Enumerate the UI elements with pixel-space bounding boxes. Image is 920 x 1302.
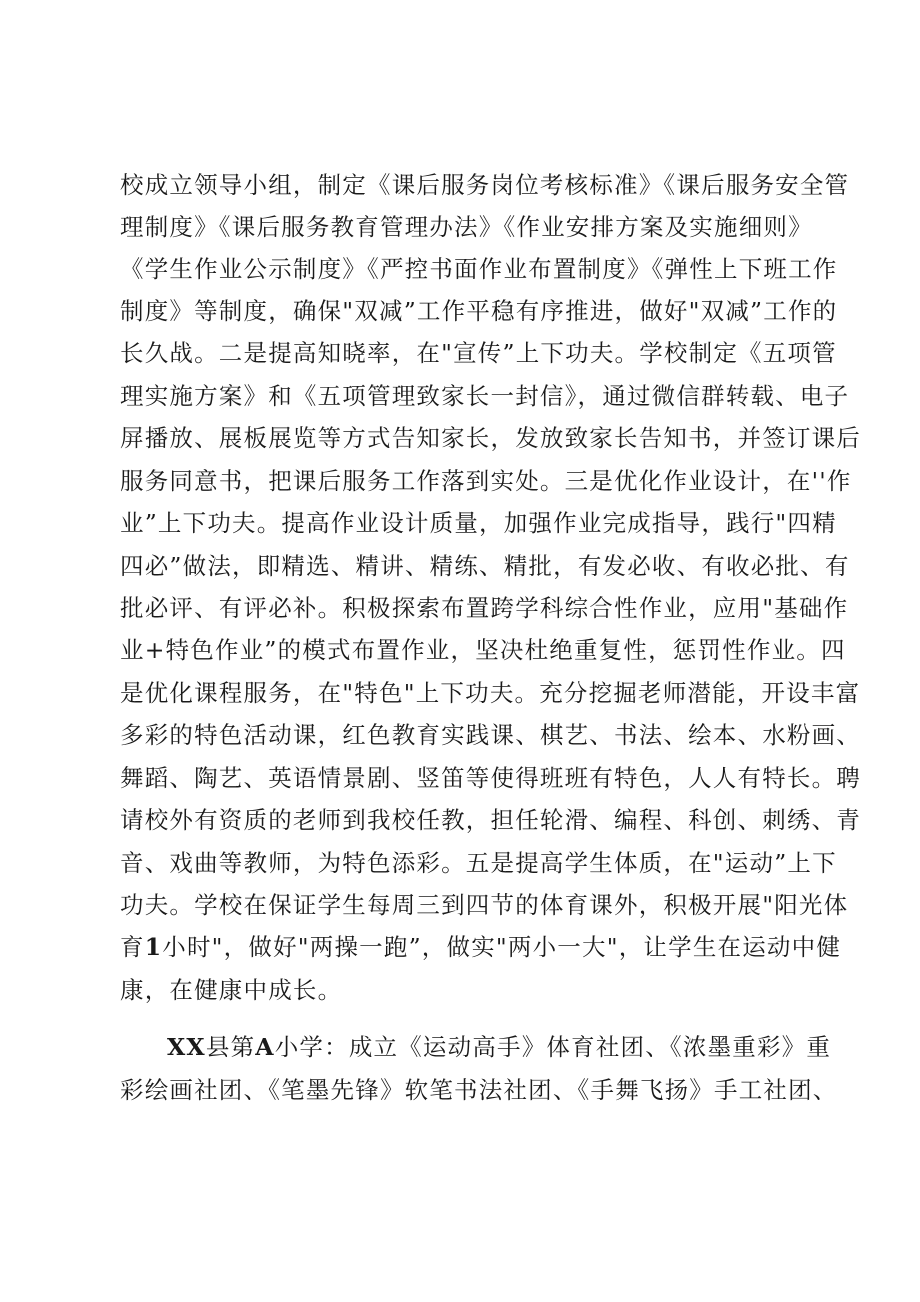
text-line xyxy=(120,932,842,962)
text-line: 请校外有资质的老师到我校任教，担任轮滑、编程、科创、刺绣、青 xyxy=(120,806,861,834)
text-segment: 县第 xyxy=(205,1033,256,1061)
text-line: 长久战。二是提高知晓率，在"宣传”上下功夫。学校制定《五项管 xyxy=(120,339,837,367)
text-line: 理制度》《课后服务教育管理办法》《作业安排方案及实施细则》 xyxy=(120,213,813,241)
text-line: 功夫。学校在保证学生每周三到四节的体育课外，积极开展"阳光体 xyxy=(120,891,849,919)
bold-school-prefix: XX xyxy=(167,1033,206,1061)
text-line: 屏播放、展板展览等方式告知家长，发放致家长告知书，并签订课后 xyxy=(120,424,861,452)
text-line: 业+特色作业”的模式布置作业，坚决杜绝重复性，惩罚性作业。四 xyxy=(120,636,846,664)
text-line: 批必评、有评必补。积极探索布置跨学科综合性作业，应用"基础作 xyxy=(120,594,849,622)
text-line: 多彩的特色活动课，红色教育实践课、棋艺、书法、绘本、水粉画、 xyxy=(120,721,861,749)
text-line: 服务同意书，把课后服务工作落到实处。三是优化作业设计，在''作 xyxy=(120,467,852,495)
text-line: 彩绘画社团、《笔墨先锋》软笔书法社团、《手舞飞扬》手工社团、 xyxy=(120,1076,838,1104)
text-segment: 小时"，做好"两操一跑”，做实"两小一大"，让学生在运动中健 xyxy=(162,933,842,961)
bold-number: 1 xyxy=(144,933,163,961)
text-line: 《学生作业公示制度》《严控书面作业布置制度》《弹性上下班工作 xyxy=(120,255,838,283)
bold-school-letter: A xyxy=(255,1033,275,1061)
text-segment: 小学：成立《运动高手》体育社团、《浓墨重彩》重 xyxy=(274,1033,832,1061)
text-line: 康，在健康中成长。 xyxy=(120,976,343,1004)
text-line: 业”上下功夫。提高作业设计质量，加强作业完成指导，践行"四精 xyxy=(120,509,837,537)
text-line: 理实施方案》和《五项管理致家长一封信》，通过微信群转载、电子 xyxy=(120,382,850,410)
paragraph-start-line xyxy=(167,1032,867,1062)
text-line: 制度》等制度，确保"双减”工作平稳有序推进，做好"双减”工作的 xyxy=(120,297,838,325)
text-line: 是优化课程服务，在"特色"上下功夫。充分挖掘老师潜能，开设丰富 xyxy=(120,679,861,707)
text-line: 四必”做法，即精选、精讲、精练、精批，有发必收、有收必批、有 xyxy=(120,552,850,580)
text-line: 音、戏曲等教师，为特色添彩。五是提高学生体质，在"运动”上下 xyxy=(120,849,837,877)
text-line: 舞蹈、陶艺、英语情景剧、竖笛等使得班班有特色，人人有特长。聘 xyxy=(120,764,861,792)
text-line: 校成立领导小组，制定《课后服务岗位考核标准》《课后服务安全管 xyxy=(120,171,850,199)
text-segment: 育 xyxy=(120,933,145,961)
